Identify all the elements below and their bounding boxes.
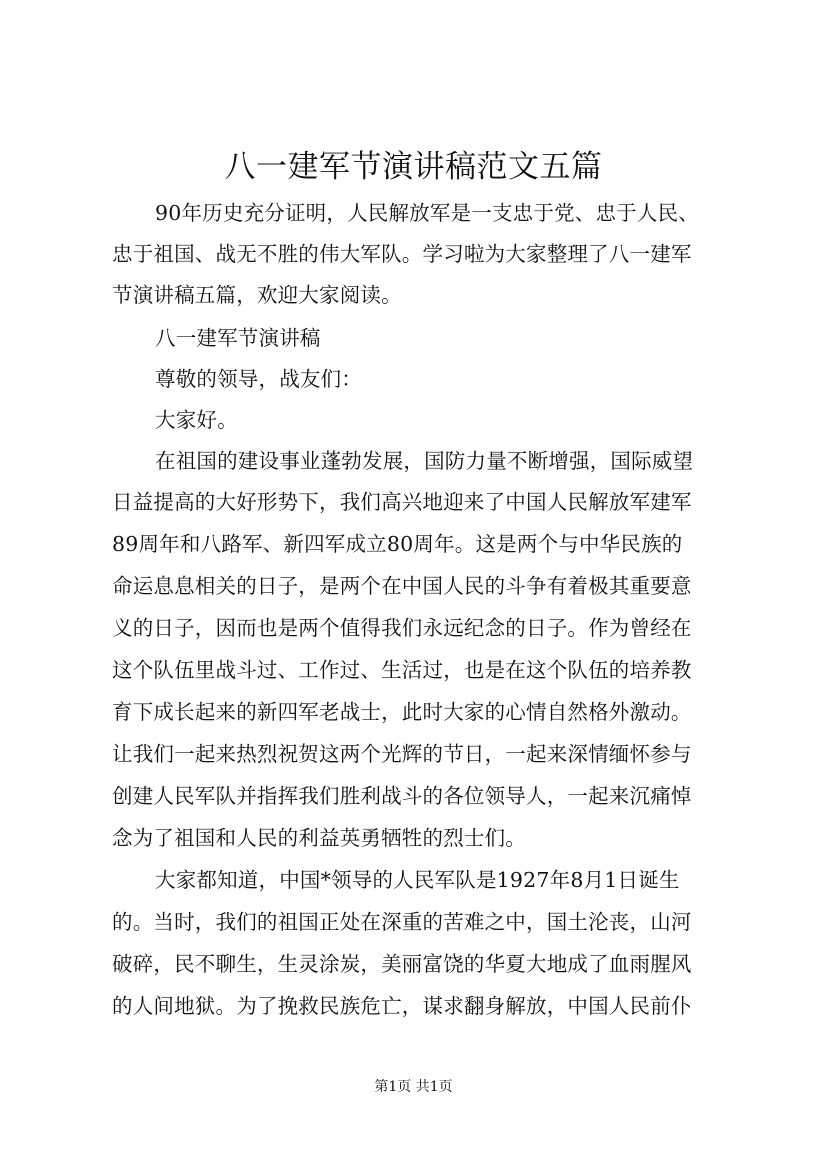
body-line: 日益提高的大好形势下，我们高兴地迎来了中国人民解放军建军 bbox=[112, 490, 692, 514]
body-line: 在祖国的建设事业蓬勃发展，国防力量不断增强，国际威望 bbox=[155, 449, 694, 473]
body-line: 的人间地狱。为了挽救民族危亡，谋求翻身解放，中国人民前仆 bbox=[112, 994, 692, 1018]
body-line: 89周年和八路军、新四军成立80周年。这是两个与中华民族的 bbox=[112, 532, 683, 556]
body-line: 让我们一起来热烈祝贺这两个光辉的节日，一起来深情缅怀参与 bbox=[112, 742, 692, 766]
document-title: 八一建军节演讲稿范文五篇 bbox=[224, 149, 603, 185]
body-line: 的。当时，我们的祖国正处在深重的苦难之中，国土沦丧，山河 bbox=[112, 910, 692, 934]
body-line: 破碎，民不聊生，生灵涂炭，美丽富饶的华夏大地成了血雨腥风 bbox=[112, 952, 692, 976]
body-line: 义的日子，因而也是两个值得我们永远纪念的日子。作为曾经在 bbox=[112, 616, 692, 640]
body-line: 念为了祖国和人民的利益英勇牺牲的烈士们。 bbox=[112, 826, 526, 850]
body-line: 命运息息相关的日子，是两个在中国人民的斗争有着极其重要意 bbox=[112, 574, 692, 598]
greeting: 大家好。 bbox=[155, 408, 238, 432]
page-number: 第1页 共1页 bbox=[374, 1079, 453, 1095]
salutation: 尊敬的领导，战友们： bbox=[155, 367, 362, 391]
body-line: 90年历史充分证明，人民解放军是一支忠于党、忠于人民、 bbox=[155, 201, 699, 225]
body-line: 节演讲稿五篇，欢迎大家阅读。 bbox=[112, 283, 402, 307]
body-line: 这个队伍里战斗过、工作过、生活过，也是在这个队伍的培养教 bbox=[112, 658, 692, 682]
body-line: 忠于祖国、战无不胜的伟大军队。学习啦为大家整理了八一建军 bbox=[112, 242, 692, 266]
body-line: 创建人民军队并指挥我们胜利战斗的各位领导人，一起来沉痛悼 bbox=[112, 784, 692, 808]
subheading: 八一建军节演讲稿 bbox=[155, 326, 321, 350]
body-line: 大家都知道，中国*领导的人民军队是1927年8月1日诞生 bbox=[155, 868, 680, 892]
body-line: 育下成长起来的新四军老战士，此时大家的心情自然格外激动。 bbox=[112, 700, 692, 724]
